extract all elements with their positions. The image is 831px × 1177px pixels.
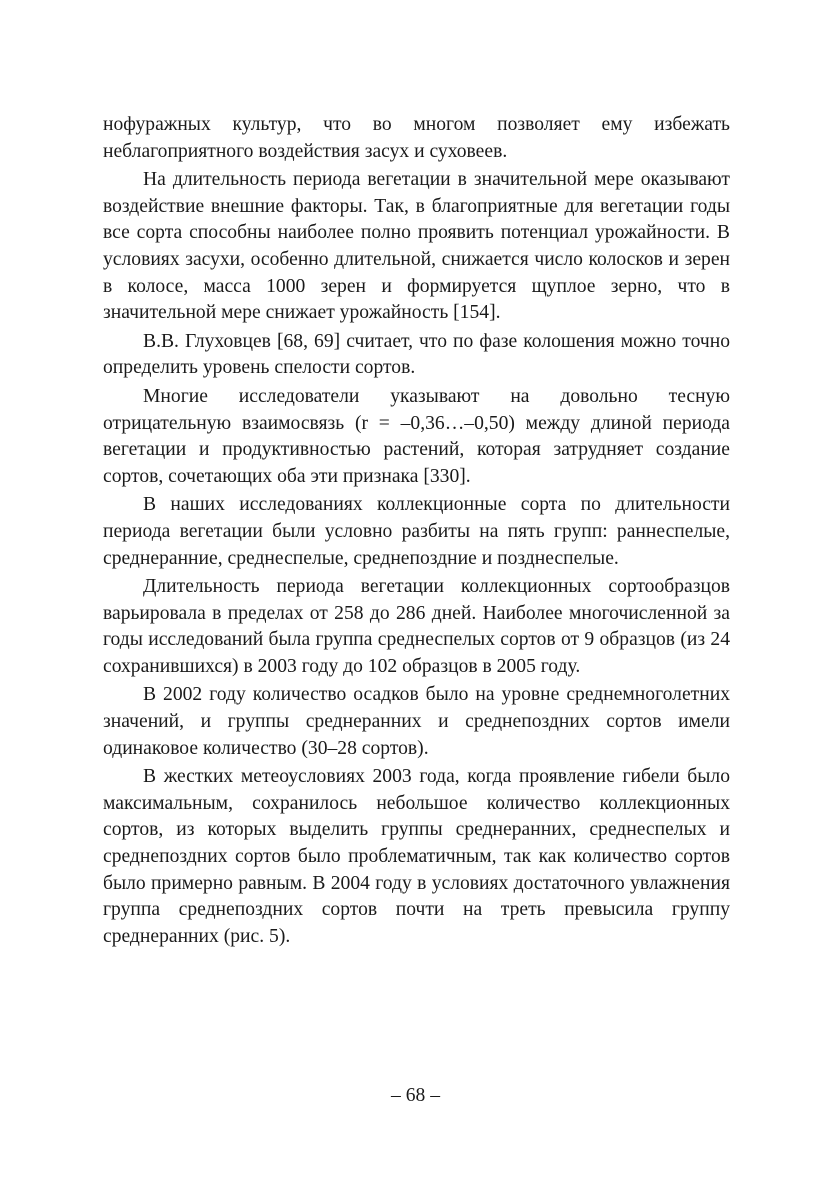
paragraph: В 2002 году количество осадков было на уровне среднемноголетних значений, и группы среднеранних и среднепоздних сортов имели одинаковое количество (30–28 сортов). <box>103 684 730 759</box>
page-body <box>103 112 730 952</box>
paragraph: Многие исследователи указывают на довольно тесную отрицательную взаимосвязь (r = –0,36…–0,50) между длиной периода вегетации и продуктивностью растений, которая затрудняет создание сортов, сочетающих оба эти признака [330]. <box>103 385 730 487</box>
paragraph: нофуражных культур, что во многом позволяет ему избежать неблагоприятного воздействия засух и суховеев. <box>103 114 730 162</box>
paragraph: В.В. Глуховцев [68, 69] считает, что по фазе колошения можно точно определить уровень спелости сортов. <box>103 330 730 379</box>
page-number: – 68 – <box>391 1085 440 1106</box>
paragraph: Длительность периода вегетации коллекционных сортообразцов варьировала в пределах от 258 до 286 дней. Наиболее многочисленной за годы исследований была группа среднеспелых сортов от 9 образцов (из 24 сохранившихся) в 2003 году до 102 образцов в 2005 году. <box>103 576 730 677</box>
paragraph: На длительность периода вегетации в значительной мере оказывают воздействие внешние факторы. Так, в благоприятные для вегетации годы все сорта способны наиболее полно проявить потенциал урожайности. В условиях засухи, особенно длительной, снижается число колосков и зерен в колосе, масса 1000 зерен и формируется щуплое зерно, что в значительной мере снижает урожайность [154]. <box>103 169 730 324</box>
paragraph: В наших исследованиях коллекционные сорта по длительности периода вегетации были условно разбиты на пять групп: раннеспелые, среднеранние, среднеспелые, среднепоздние и позднеспелые. <box>103 494 730 569</box>
paragraph: В жестких метеоусловиях 2003 года, когда проявление гибели было максимальным, сохранилось небольшое количество коллекционных сортов, из которых выделить группы среднеранних, среднеспелых и среднепоздних сортов было проблематичным, так как количество сортов было примерно равным. В 2004 году в условиях достаточного увлажнения группа среднепоздних сортов почти на треть превысила группу среднеранних (рис. 5). <box>103 766 730 947</box>
